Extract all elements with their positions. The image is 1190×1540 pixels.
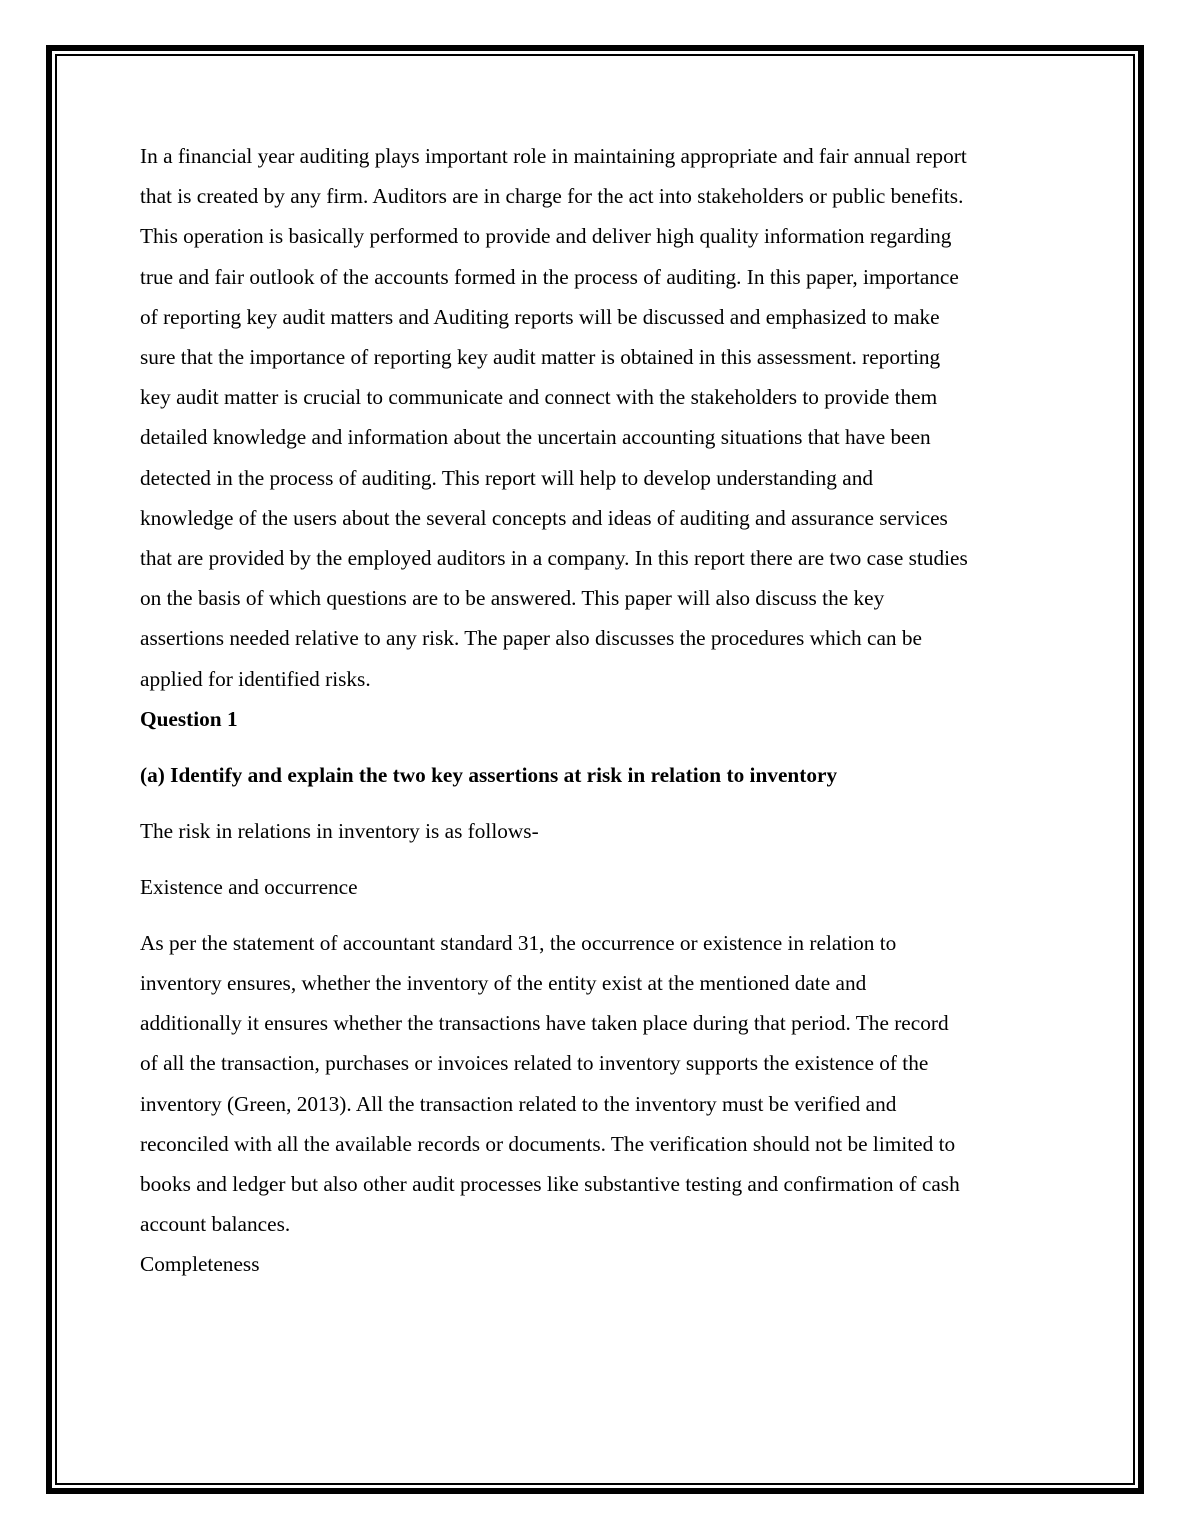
text-line: of reporting key audit matters and Auditing reports will be discussed and emphasized to make xyxy=(140,304,940,329)
text-line: account balances. xyxy=(140,1212,291,1237)
text-line: inventory ensures, whether the inventory of the entity exist at the mentioned date and xyxy=(140,971,867,996)
text-line: inventory (Green, 2013). All the transaction related to the inventory must be verified and xyxy=(140,1091,897,1116)
existence-paragraph xyxy=(140,923,1055,1245)
text-line: detected in the process of auditing. This report will help to develop understanding and xyxy=(140,465,873,490)
question-heading: Question 1 xyxy=(140,706,238,731)
document-body xyxy=(140,136,1055,1284)
existence-heading: Existence and occurrence xyxy=(140,874,358,899)
text-line: key audit matter is crucial to communicate and connect with the stakeholders to provide them xyxy=(140,385,938,410)
text-line: of all the transaction, purchases or invoices related to inventory supports the existence of the xyxy=(140,1051,929,1076)
text-line: that are provided by the employed auditors in a company. In this report there are two case studies xyxy=(140,546,968,571)
text-line: In a financial year auditing plays important role in maintaining appropriate and fair annual report xyxy=(140,144,967,168)
subquestion-heading: (a) Identify and explain the two key assertions at risk in relation to inventory xyxy=(140,762,838,787)
text-line: applied for identified risks. xyxy=(140,666,371,691)
text-line: sure that the importance of reporting key audit matter is obtained in this assessment. reporting xyxy=(140,345,941,370)
risk-intro: The risk in relations in inventory is as follows- xyxy=(140,818,539,843)
text-line: This operation is basically performed to provide and deliver high quality information regarding xyxy=(140,224,952,249)
text-line: on the basis of which questions are to be answered. This paper will also discuss the key xyxy=(140,586,885,611)
text-line: additionally it ensures whether the transactions have taken place during that period. The record xyxy=(140,1011,949,1036)
text-line: assertions needed relative to any risk. The paper also discusses the procedures which can be xyxy=(140,626,923,651)
text-line: books and ledger but also other audit processes like substantive testing and confirmation of cash xyxy=(140,1172,960,1197)
text-line: knowledge of the users about the several concepts and ideas of auditing and assurance services xyxy=(140,505,948,530)
completeness-heading: Completeness xyxy=(140,1252,260,1277)
text-line: As per the statement of accountant standard 31, the occurrence or existence in relation to xyxy=(140,930,897,955)
text-line: true and fair outlook of the accounts formed in the process of auditing. In this paper, importance xyxy=(140,264,959,289)
intro-paragraph xyxy=(140,136,1055,699)
text-line: that is created by any firm. Auditors are in charge for the act into stakeholders or public benefits. xyxy=(140,184,964,209)
text-line: reconciled with all the available records or documents. The verification should not be limited to xyxy=(140,1131,956,1156)
text-line: detailed knowledge and information about the uncertain accounting situations that have been xyxy=(140,425,931,450)
